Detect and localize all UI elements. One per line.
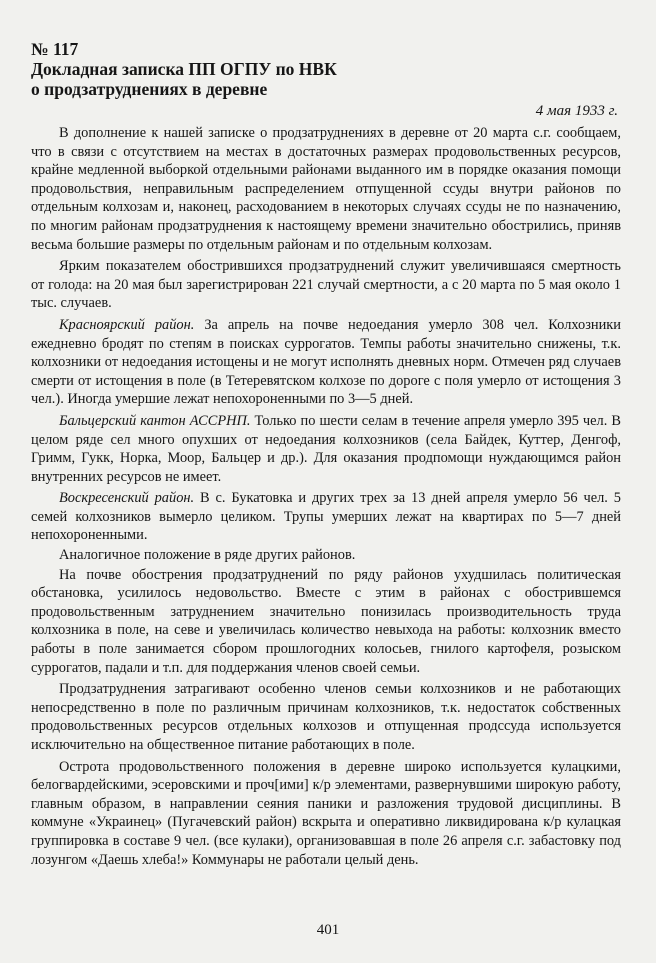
paragraph-text: Острота продовольственного положения в деревне широко используется кулацкими, белогвардейскими, эсеровскими и проч[ими] к/р элементами, развернувшими широкую работу, главным образом, в направлении сеяния паники и разложения трудовой дисциплины. В коммуне «Украинец» (Пугачевский район) вскрыта и оперативно ликвидирована к/р кулацкая группировка в составе 9 чел. (все кулаки), организовавшая в поле 26 апреля с.г. забастовку под лозунгом «Даешь хлеба!» Коммунары не работали целый день.: [31, 758, 621, 868]
document-title-line-2: о продзатруднениях в деревне: [31, 79, 268, 99]
paragraph-lead: Красноярский район.: [59, 316, 195, 333]
paragraph: [31, 758, 621, 870]
paragraph-text: В дополнение к нашей записке о продзатруднениях в деревне от 20 марта с.г. сообщаем, что в связи с отсутствием на местах в достаточных размерах продовольственных ресурсов, крайне медленной выборкой отдельными районами выданного им в порядке оказания помощи продовольствия, неправильным распределением отпущенной ссуды внутри районов по отдельным колхозам и, наконец, расходованием в некоторых случаях ссуды не по назначению, по многим районам продзатруднения к настоящему времени значительно обострились, приняв весьма большие размеры по отдельным районам и по отдельным колхозам.: [31, 125, 621, 253]
paragraph-text: За апрель на почве недоедания умерло 308 чел. Колхозники ежедневно бродят по степям в поисках суррогатов. Темпы работы значительно снижены, т.к. колхозники от недоедания истощены и не могут исполнять дневных норм. Отмечен ряд случаев смерти от истощения в поле (в Тетеревятском колхозе по дороге с поля умерло от истощения 3 чел.). Иногда умершие лежат непохороненными по 3—5 дней.: [31, 316, 621, 408]
paragraph-text: Аналогичное положение в ряде других районов.: [59, 547, 356, 564]
document-heading: [31, 39, 621, 99]
paragraph: [31, 566, 621, 678]
paragraph: [31, 489, 621, 545]
page-number: 401: [316, 922, 340, 938]
paragraph-lead: Бальцерский кантон АССРНП.: [59, 412, 251, 429]
paragraph-text: Продзатруднения затрагивают особенно членов семьи колхозников и не работающих непосредственно в поле по различным причинам колхозников, т.к. недостаток собственных продовольственных ресурсов отдельных колхозов и отпущенная продссуда используется исключительно на общественное питание работающих в поле.: [31, 681, 621, 753]
paragraph: [31, 124, 621, 254]
paragraph-text: Только по шести селам в течение апреля умерло 395 чел. В целом ряде сел много опухших от недоедания колхозников (села Байдек, Куттер, Денгоф, Гримм, Гукк, Норка, Моор, Бальцер и др.). Для оказания продпомощи нуждающимся район внутренних ресурсов не имеет.: [31, 412, 621, 485]
paragraph-text: В с. Букатовка и других трех за 13 дней апреля умерло 56 чел. 5 семей колхозников вымерло целиком. Трупы умерших лежат на квартирах по 5—7 дней непохороненными.: [31, 490, 621, 544]
paragraph-lead: Воскресенский район.: [59, 490, 195, 507]
paragraph: [31, 412, 621, 486]
document-title-line-1: Докладная записка ПП ОГПУ по НВК: [31, 59, 337, 79]
document-number: № 117: [31, 39, 79, 59]
paragraph: [31, 316, 621, 409]
paragraph: [31, 680, 621, 754]
paragraph-text: Ярким показателем обострившихся продзатруднений служит увеличившаяся смертность от голода: на 20 мая был зарегистрирован 221 случай смертности, а с 20 марта по 5 мая около 1 тыс. случаев.: [31, 258, 621, 312]
document-body: [31, 124, 621, 872]
paragraph-text: На почве обострения продзатруднений по ряду районов ухудшилась политическая обстановка, усилилось недовольство. Вместе с этим в районах с обострившемся продовольственным затруднением значительно понизилась производительность труда колхозника в поле, на севе и увеличилась количество невыхода на работы: колхозник вместо работы в поле занимается сбором прошлогодних колосьев, гнилого картофеля, розыском суррогатов, падали и т.п. для поддержания членов своей семьи.: [31, 566, 621, 676]
paragraph: [31, 546, 621, 565]
document-date: 4 мая 1933 г.: [535, 103, 618, 119]
paragraph: [31, 257, 621, 313]
